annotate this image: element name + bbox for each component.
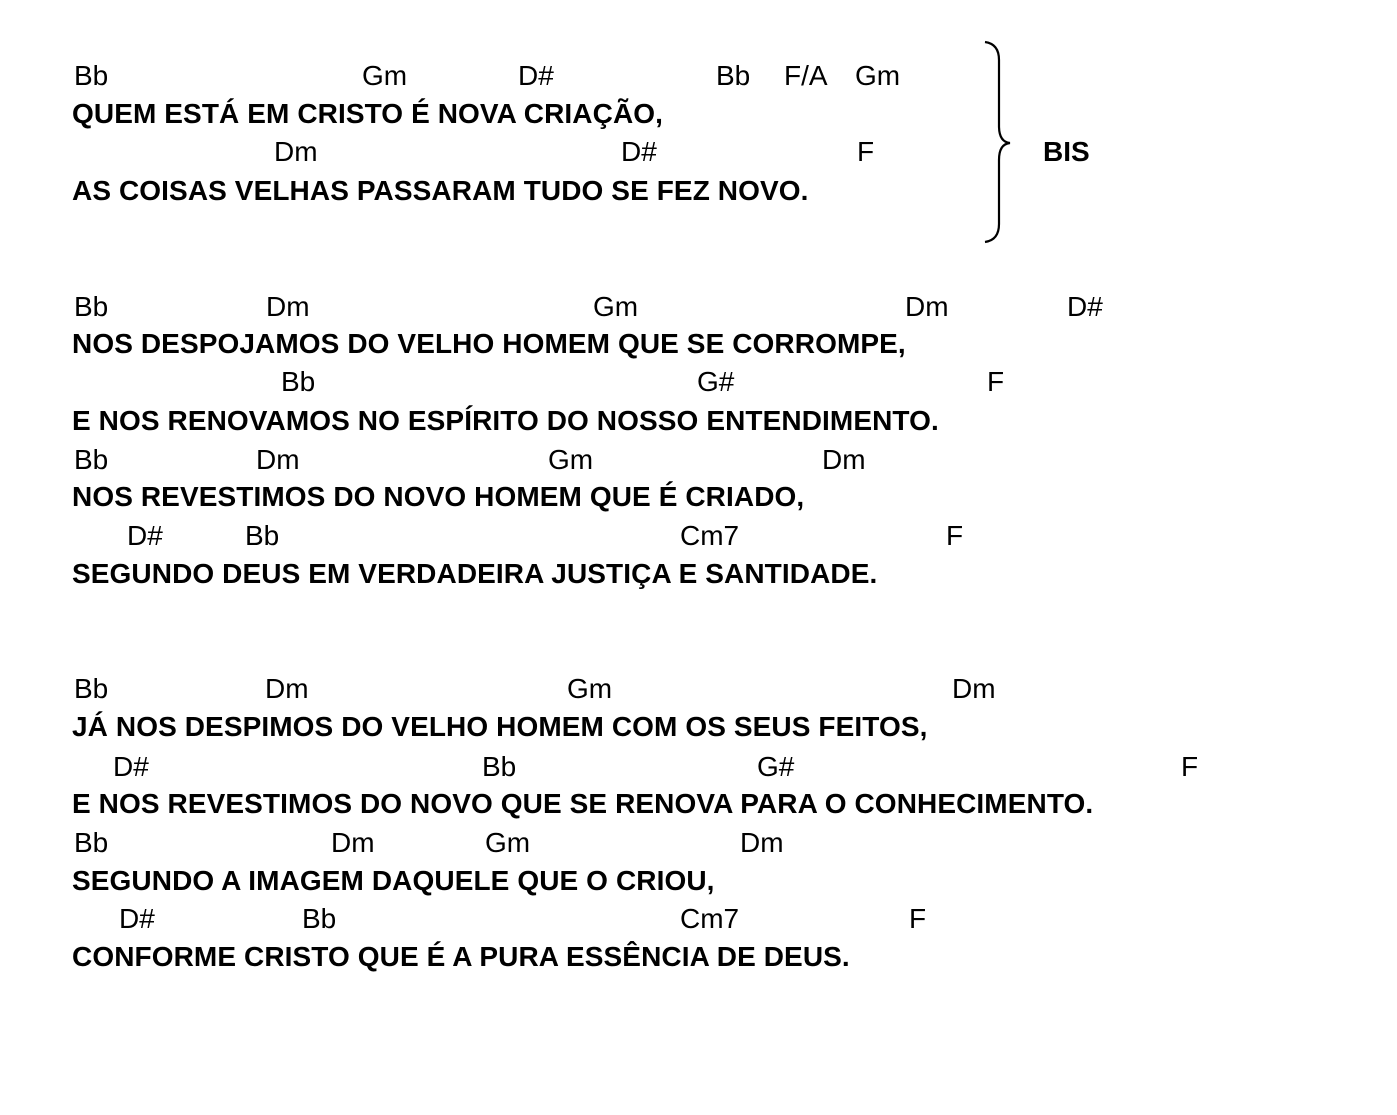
chord: D# bbox=[1067, 291, 1103, 322]
chord: F/A bbox=[784, 60, 828, 91]
chord-line bbox=[0, 443, 1397, 477]
lyric-line: E NOS REVESTIMOS DO NOVO QUE SE RENOVA PARA O CONHECIMENTO. bbox=[72, 788, 1094, 819]
chord: Dm bbox=[331, 827, 375, 858]
lyric-line: QUEM ESTÁ EM CRISTO É NOVA CRIAÇÃO, bbox=[72, 98, 664, 129]
chord: Cm7 bbox=[680, 520, 740, 551]
chord-line bbox=[0, 750, 1397, 784]
chord: G# bbox=[757, 751, 795, 782]
chord: Bb bbox=[74, 60, 109, 91]
chord: Dm bbox=[274, 136, 318, 167]
chord-line bbox=[0, 135, 1397, 169]
chord: Cm7 bbox=[680, 903, 740, 934]
chord: Dm bbox=[952, 673, 996, 704]
chord: Dm bbox=[822, 444, 866, 475]
chord-line bbox=[0, 826, 1397, 860]
lyric-line: SEGUNDO A IMAGEM DAQUELE QUE O CRIOU, bbox=[72, 865, 715, 896]
chord: D# bbox=[518, 60, 554, 91]
lyric-line: SEGUNDO DEUS EM VERDADEIRA JUSTIÇA E SANTIDADE. bbox=[72, 558, 878, 589]
chord-line bbox=[0, 672, 1397, 706]
chord: Bb bbox=[74, 444, 109, 475]
chord-line bbox=[0, 59, 1397, 93]
chord: Gm bbox=[593, 291, 639, 322]
chord: D# bbox=[127, 520, 163, 551]
chord: Dm bbox=[266, 291, 310, 322]
chord: Gm bbox=[485, 827, 531, 858]
chord: Bb bbox=[716, 60, 751, 91]
lyric-line: JÁ NOS DESPIMOS DO VELHO HOMEM COM OS SEUS FEITOS, bbox=[72, 711, 928, 742]
chord: Dm bbox=[905, 291, 949, 322]
chord: Bb bbox=[302, 903, 337, 934]
chord: F bbox=[857, 136, 875, 167]
chord: Dm bbox=[740, 827, 784, 858]
chord: Gm bbox=[855, 60, 901, 91]
chord: Bb bbox=[74, 291, 109, 322]
chord: D# bbox=[113, 751, 149, 782]
chord: F bbox=[909, 903, 927, 934]
chord: Dm bbox=[256, 444, 300, 475]
chord: Dm bbox=[265, 673, 309, 704]
lyric-line: NOS REVESTIMOS DO NOVO HOMEM QUE É CRIADO, bbox=[72, 481, 805, 512]
lyric-line: CONFORME CRISTO QUE É A PURA ESSÊNCIA DE DEUS. bbox=[72, 941, 850, 972]
chord: Bb bbox=[74, 673, 109, 704]
chord-line bbox=[0, 365, 1397, 399]
chord: D# bbox=[621, 136, 657, 167]
lyric-line: NOS DESPOJAMOS DO VELHO HOMEM QUE SE CORROMPE, bbox=[72, 328, 906, 359]
chord: D# bbox=[119, 903, 155, 934]
chord: F bbox=[1181, 751, 1199, 782]
chord: Gm bbox=[362, 60, 408, 91]
chord: Bb bbox=[482, 751, 517, 782]
chord: F bbox=[987, 366, 1005, 397]
chord: F bbox=[946, 520, 964, 551]
chord: Bb bbox=[281, 366, 316, 397]
lyric-line: E NOS RENOVAMOS NO ESPÍRITO DO NOSSO ENTENDIMENTO. bbox=[72, 405, 939, 436]
chord: G# bbox=[697, 366, 735, 397]
chord: Gm bbox=[567, 673, 613, 704]
chord-line bbox=[0, 902, 1397, 936]
chord-line bbox=[0, 290, 1397, 324]
lyric-line: AS COISAS VELHAS PASSARAM TUDO SE FEZ NOVO. bbox=[72, 175, 809, 206]
chord-line bbox=[0, 519, 1397, 553]
chord: Bb bbox=[245, 520, 280, 551]
chord: Bb bbox=[74, 827, 109, 858]
repeat-label: BIS bbox=[1043, 136, 1090, 167]
chord: Gm bbox=[548, 444, 594, 475]
repeat-brace-icon bbox=[975, 40, 1015, 245]
